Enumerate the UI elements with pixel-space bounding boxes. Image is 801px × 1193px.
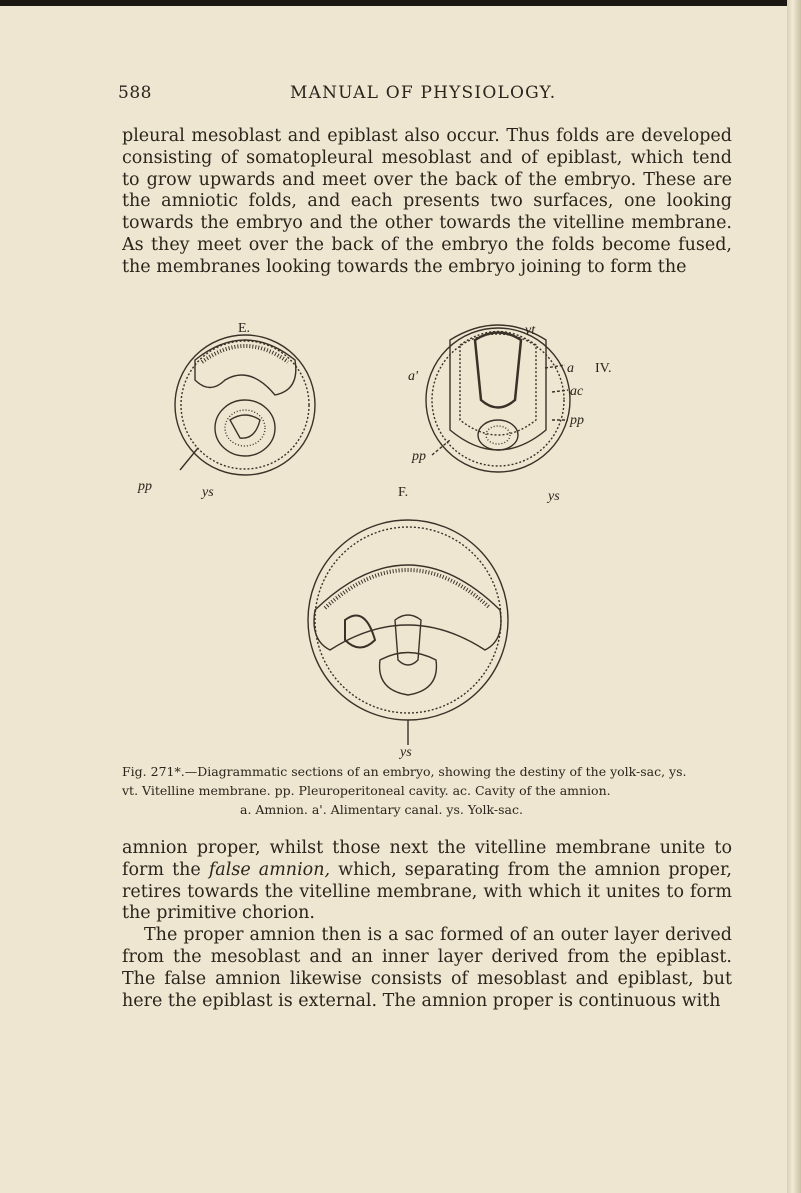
embryo-sections-figure <box>138 320 750 760</box>
label-ac: ac <box>570 384 584 399</box>
paragraph-bottom <box>122 838 732 1012</box>
running-header <box>118 83 678 111</box>
label-f: F. <box>398 485 409 500</box>
label-e: E. <box>238 321 251 336</box>
label-pp-center: pp <box>412 449 426 464</box>
label-ys-right: ys <box>548 489 560 504</box>
label-pp-right: pp <box>570 413 584 428</box>
label-ys-left: ys <box>202 485 214 500</box>
section-e-diagram <box>175 335 315 475</box>
paragraph-bottom-part2: which, separating from the amnion proper, retires towards the vitelline membrane, with which it unites to form the primitive chorion. <box>122 859 732 924</box>
caption-line-2: vt. Vitelline membrane. pp. Pleuroperitoneal cavity. ac. Cavity of the amnion. <box>122 783 611 798</box>
running-title: MANUAL OF PHYSIOLOGY. <box>290 83 557 103</box>
section-f-diagram <box>308 520 508 745</box>
false-amnion-term: false amnion, <box>208 859 331 880</box>
paragraph-top-text: pleural mesoblast and epiblast also occur. Thus folds are developed consisting of somatopleural mesoblast and of epiblast, which tend to grow upwards and meet over the back of the embryo. These are the amniotic folds, and each presents two surfaces, one looking towards the embryo and the other towards the vitelline membrane. As they meet over the back of the embryo the folds become fused, the membranes looking towards the embryo joining to form the <box>122 126 732 277</box>
caption-line-3: a. Amnion. a'. Alimentary canal. ys. Yolk-sac. <box>240 802 523 817</box>
page-right-edge <box>787 0 801 1193</box>
page-number: 588 <box>118 83 152 103</box>
paragraph-bottom-second: The proper amnion then is a sac formed of an outer layer derived from the mesoblast and an inner layer derived from the epiblast. The false amnion likewise consists of mesoblast and epiblast, but here the epiblast is external. The amnion proper is continuous with <box>122 925 732 1011</box>
label-ys-bottom: ys <box>400 745 412 760</box>
figure-caption <box>122 762 742 819</box>
paragraph-top <box>122 126 732 279</box>
label-a: a <box>567 361 574 376</box>
paragraph-bottom-first <box>122 838 732 925</box>
label-iv: IV. <box>595 361 612 376</box>
label-vt: vt <box>525 323 536 338</box>
caption-line-1: Fig. 271*.—Diagrammatic sections of an embryo, showing the destiny of the yolk-sac, ys. <box>122 764 687 779</box>
paragraph-bottom-part1: amnion proper, whilst those next the vitelline membrane unite to form the <box>122 838 732 880</box>
label-pp-left: pp <box>138 479 152 494</box>
page-top-edge <box>0 0 801 6</box>
section-iv-diagram <box>426 325 570 472</box>
label-a-prime: a' <box>408 369 418 384</box>
